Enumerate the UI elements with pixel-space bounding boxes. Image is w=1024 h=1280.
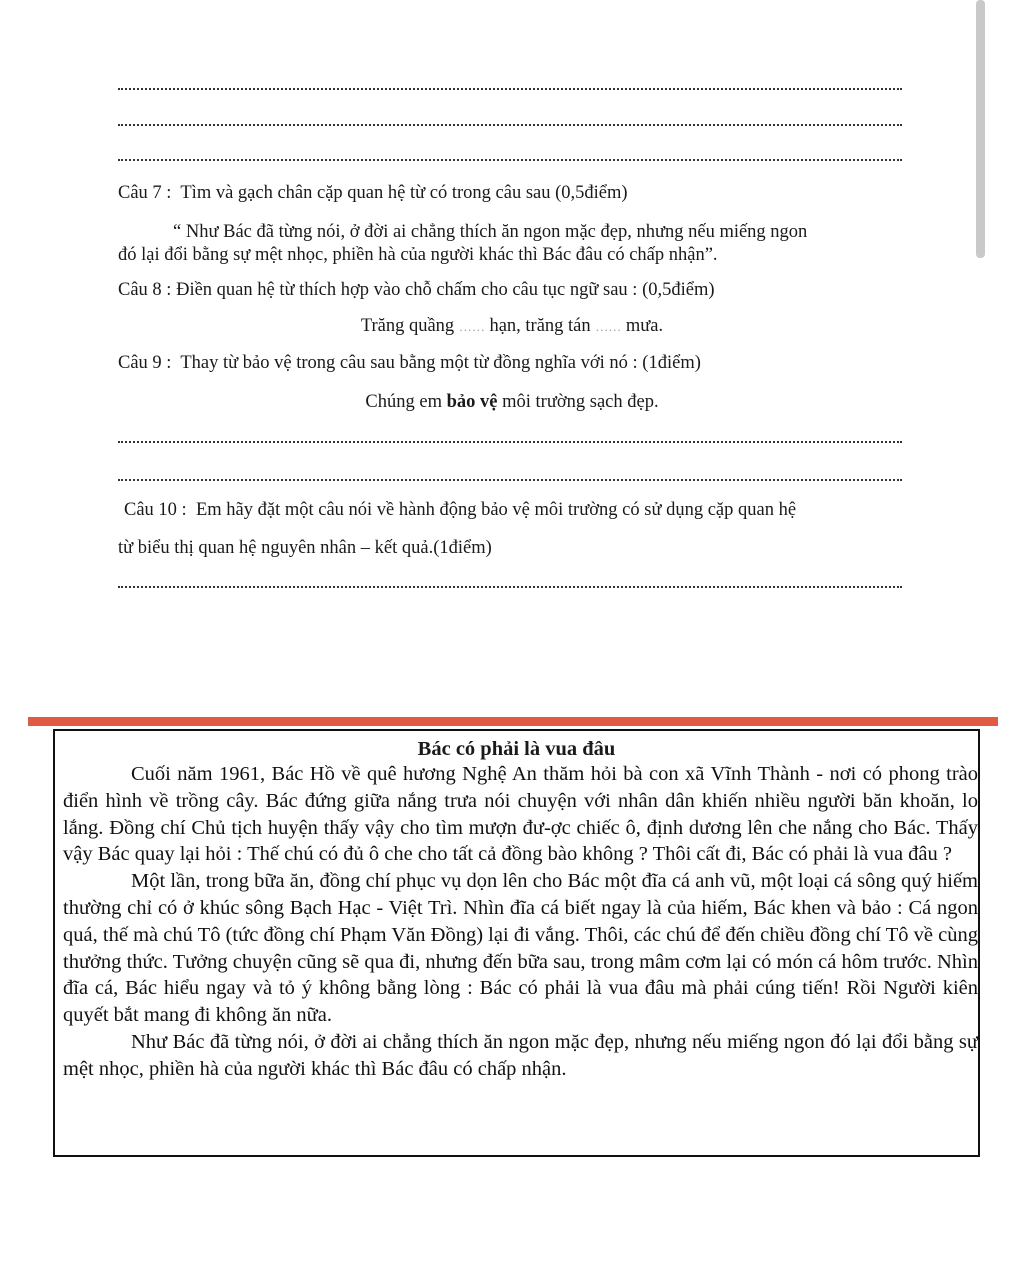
story-paragraph-2: Một lần, trong bữa ăn, đồng chí phục vụ dọn lên cho Bác một đĩa cá anh vũ, một loại cá sông quý hiếm thường chỉ có ở khúc sông Bạch Hạc - Việt Trì. Nhìn đĩa cá biết ngay là của hiếm, Bác khen và bảo : Cá ngon quá, thế mà chú Tô (tức đồng chí Phạm Văn Đồng) lại đi vắng. Thôi, các chú để đến chiều đồng chí Tô về cùng thưởng thức. Tưởng chuyện cũng sẽ qua đi, nhưng đến bữa sau, trong mâm cơm lại có món cá hôm trước. Nhìn đĩa cá, Bác hiểu ngay và tỏ ý không bằng lòng : Bác có phải là vua đâu mà phải cúng tiến! Rồi Người kiên quyết bắt mang đi không ăn nữa. — [63, 870, 978, 1027]
scrollbar-thumb[interactable] — [976, 0, 985, 258]
question-9 — [118, 351, 701, 375]
question-10 — [124, 498, 796, 522]
story-paragraph-3: Như Bác đã từng nói, ở đời ai chẳng thích ăn ngon mặc đẹp, nhưng nếu miếng ngon đó lại đổi bằng sự mệt nhọc, phiền hà của người khác thì Bác đâu có chấp nhận. — [63, 1030, 978, 1080]
question-7-quote-line1: “ Như Bác đã từng nói, ở đời ai chẳng thích ăn ngon mặc đẹp, nhưng nếu miếng ngon — [173, 222, 808, 242]
sentence-bold-word: bảo vệ — [446, 392, 498, 412]
question-7-prompt: Tìm và gạch chân cặp quan hệ từ có trong câu sau (0,5điểm) — [180, 183, 628, 203]
story-header-bar — [28, 717, 998, 726]
answer-line — [118, 441, 902, 443]
question-8 — [118, 278, 715, 302]
answer-line — [118, 586, 902, 588]
question-7-label: Câu 7 : — [118, 183, 172, 203]
story-title: Bác có phải là vua đâu — [417, 738, 616, 760]
proverb-part-1: Trăng quầng — [360, 316, 455, 336]
story-box — [53, 729, 980, 1157]
answer-line — [118, 124, 902, 126]
question-10-prompt-line2: từ biểu thị quan hệ nguyên nhân – kết quả.(1điểm) — [118, 538, 492, 558]
question-8-proverb — [0, 314, 1024, 339]
proverb-blank-1[interactable]: …… — [458, 319, 485, 334]
story-text — [63, 761, 978, 1083]
proverb-part-3: mưa. — [625, 316, 664, 336]
question-8-label: Câu 8 : — [118, 280, 172, 300]
proverb-part-2: hạn, trăng tán — [489, 316, 591, 336]
proverb-blank-2[interactable]: …… — [595, 319, 622, 334]
question-7 — [118, 181, 628, 205]
story-paragraph-1: Cuối năm 1961, Bác Hồ về quê hương Nghệ An thăm hỏi bà con xã Vĩnh Thành - nơi có phong trào điển hình về trồng cây. Bác đứng giữa nắng trưa nói chuyện với nhân dân khiến nhiều người băn khoăn, lo lắng. Đồng chí Chủ tịch huyện thấy vậy cho tìm mượn đư-ợc chiếc ô, định dương lên che nắng cho Bác. Thấy vậy Bác quay lại hỏi : Thế chú có đủ ô che cho tất cả đồng bào không ? Thôi cất đi, Bác có phải là vua đâu ? — [63, 763, 978, 866]
question-8-prompt: Điền quan hệ từ thích hợp vào chỗ chấm cho câu tục ngữ sau : (0,5điểm) — [176, 280, 715, 300]
answer-line — [118, 159, 902, 161]
question-9-label: Câu 9 : — [118, 353, 172, 373]
question-7-quote-line2: đó lại đổi bằng sự mệt nhọc, phiền hà của người khác thì Bác đâu có chấp nhận”. — [118, 245, 718, 265]
question-9-sentence — [0, 390, 1024, 414]
answer-line — [118, 479, 902, 481]
question-10-label: Câu 10 : — [124, 500, 187, 520]
question-10-prompt-line1: Em hãy đặt một câu nói về hành động bảo vệ môi trường có sử dụng cặp quan hệ — [195, 500, 797, 520]
answer-line — [118, 88, 902, 90]
question-9-prompt: Thay từ bảo vệ trong câu sau bằng một từ đồng nghĩa với nó : (1điểm) — [180, 353, 701, 373]
sentence-after: môi trường sạch đẹp. — [502, 392, 659, 412]
sentence-before: Chúng em — [365, 392, 442, 412]
